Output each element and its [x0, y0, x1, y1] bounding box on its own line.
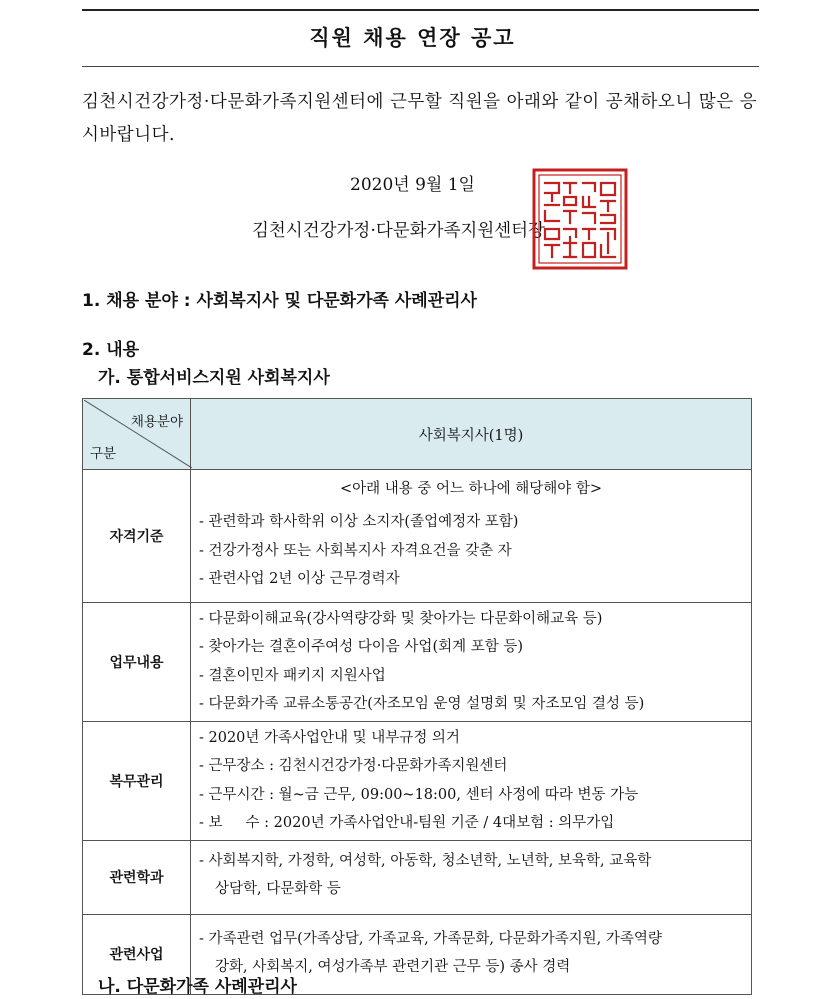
row-label: 복무관리 — [83, 721, 191, 840]
row-label: 관련학과 — [83, 840, 191, 914]
list-item: - 근무시간 : 월~금 근무, 09:00~18:00, 센터 사정에 따라 변동 가능 — [199, 786, 639, 803]
list-item: - 근무장소 : 김천시건강가정·다문화가족지원센터 — [199, 758, 508, 774]
header-division: 구분 — [90, 446, 117, 462]
header-category: 채용분야 — [130, 414, 183, 430]
subsection-a-heading: 가. 통합서비스지원 사회복지사 — [98, 368, 330, 388]
table-row — [83, 602, 752, 721]
row-label: 자격기준 — [83, 470, 191, 603]
list-item: - 건강가정사 또는 사회복지사 자격요건을 갖춘 자 — [199, 542, 512, 559]
list-item: - 관련사업 2년 이상 근무경력자 — [199, 571, 400, 587]
recruitment-table — [82, 398, 752, 995]
organization-name: 김천시건강가정·다문화가족지원센터장 — [252, 221, 545, 241]
official-seal-icon — [531, 167, 629, 271]
section-2-heading: 2. 내용 — [82, 340, 140, 360]
list-item: - 찾아가는 결혼이주여성 다이음 사업(회계 포함 등) — [199, 639, 524, 655]
row-label: 업무내용 — [83, 602, 191, 721]
top-rule — [82, 9, 759, 11]
list-item: - 다문화가족 교류소통공간(자조모임 운영 설명회 및 자조모임 결성 등) — [199, 696, 645, 712]
list-item: - 보 수 : 2020년 가족사업안내-팀원 기준 / 4대보험 : 의무가입 — [199, 815, 615, 831]
table-row — [83, 721, 752, 840]
list-item: - 결혼이민자 패키지 지원사업 — [199, 667, 386, 684]
table-corner-header — [83, 399, 191, 470]
intro-paragraph: 김천시건강가정·다문화가족지원센터에 근무할 직원을 아래와 같이 공채하오니 많은 응시바랍니다. — [82, 92, 758, 145]
document-title: 직원 채용 연장 공고 — [309, 26, 516, 50]
list-item: - 2020년 가족사업안내 및 내부규정 의거 — [199, 729, 460, 746]
qualification-note: <아래 내용 중 어느 하나에 해당해야 함> — [339, 481, 603, 497]
table-row — [83, 840, 752, 914]
list-item: 상담학, 다문화학 등 — [215, 881, 341, 897]
header-position: 사회복지사(1명) — [191, 399, 752, 470]
subsection-b-heading: 나. 다문화가족 사례관리사 — [98, 977, 297, 997]
row-label: 관련사업 — [83, 914, 191, 994]
title-rule — [82, 66, 759, 67]
table-row — [83, 470, 752, 603]
list-item: - 사회복지학, 가정학, 여성학, 아동학, 청소년학, 노년학, 보육학, 교육학 — [199, 852, 652, 869]
list-item: - 관련학과 학사학위 이상 소지자(졸업예정자 포함) — [199, 514, 519, 530]
section-1-heading: 1. 채용 분야 : 사회복지사 및 다문화가족 사례관리사 — [82, 291, 477, 311]
announcement-date: 2020년 9월 1일 — [350, 175, 475, 195]
list-item: - 다문화이해교육(강사역량강화 및 찾아가는 다문화이해교육 등) — [199, 610, 603, 627]
list-item: 강화, 사회복지, 여성가족부 관련기관 근무 등) 종사 경력 — [215, 959, 571, 975]
list-item: - 가족관련 업무(가족상담, 가족교육, 가족문화, 다문화가족지원, 가족역량 — [199, 930, 662, 947]
